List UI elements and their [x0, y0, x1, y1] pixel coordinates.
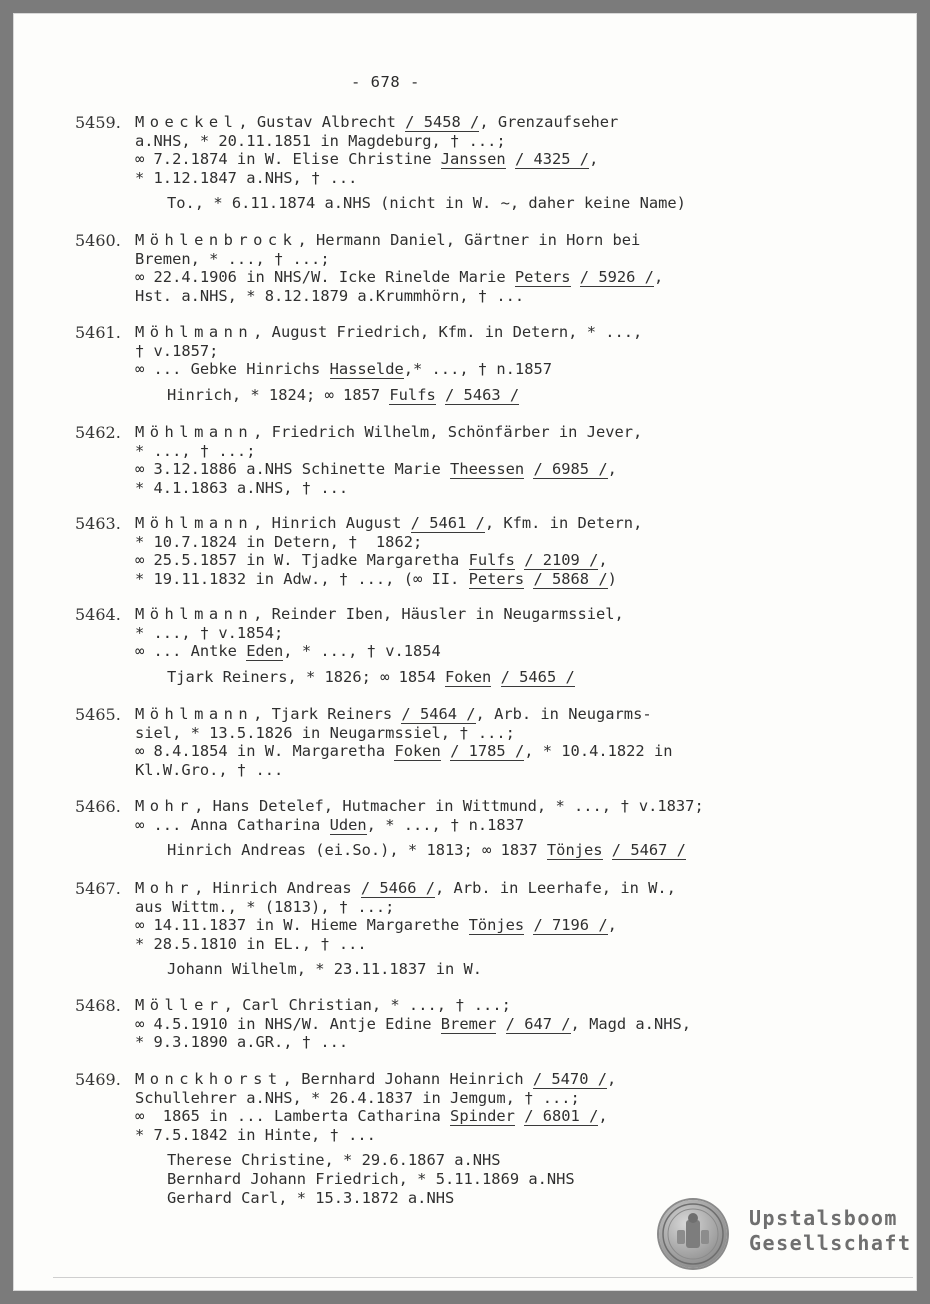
entry-number: 5466. — [75, 797, 121, 816]
cross-reference: / 6801 / — [524, 1107, 599, 1126]
surname: Möhlmann — [135, 705, 254, 723]
cross-reference: / 5461 / — [410, 514, 485, 532]
entry-line: * 7.5.1842 in Hinte, † ... — [135, 1125, 376, 1144]
entry-line: a.NHS, * 20.11.1851 in Magdeburg, † ...; — [135, 131, 506, 150]
entry-line — [135, 605, 624, 624]
cross-reference: / 5465 / — [500, 667, 575, 686]
entry-line — [135, 1107, 616, 1126]
document-page — [13, 13, 917, 1291]
text: ∞ 14.11.1837 in W. Hieme Margarethe — [135, 916, 469, 935]
text: ) — [607, 569, 617, 588]
text: ∞ 4.5.1910 in NHS/W. Antje Edine — [135, 1014, 441, 1033]
text: Hinrich, * 1824; ∞ 1857 — [167, 385, 390, 404]
entry-number: 5469. — [75, 1070, 121, 1089]
text: , Reinder Iben, Häusler in Neugarmssiel, — [253, 605, 624, 623]
entry-line — [135, 423, 642, 442]
entry-line: * 9.3.1890 a.GR., † ... — [135, 1033, 349, 1052]
bottom-rule — [53, 1277, 913, 1278]
spouse-surname: Hasselde — [329, 360, 404, 379]
seal-icon — [659, 1200, 727, 1268]
entry-number: 5465. — [75, 705, 121, 724]
child-spouse-surname: Fulfs — [389, 385, 436, 404]
text: , Grenzaufseher — [479, 113, 619, 131]
text: , Arb. in Leerhafe, in W., — [435, 879, 676, 897]
spouse-surname: Janssen — [440, 150, 506, 169]
logo-line-1: Upstalsboom — [749, 1206, 898, 1230]
text: , — [589, 150, 599, 169]
entry-number: 5468. — [75, 996, 121, 1015]
text: , — [607, 1070, 617, 1088]
entry-line — [135, 642, 624, 661]
entry-line: * ..., † ...; — [135, 441, 256, 460]
entry-line — [135, 705, 672, 724]
entry-line — [135, 150, 686, 169]
entry-number: 5467. — [75, 879, 121, 898]
entry-line: Kl.W.Gro., † ... — [135, 760, 284, 779]
cross-reference: / 5470 / — [532, 1070, 607, 1088]
entry-line — [135, 742, 672, 761]
entry-line — [135, 113, 686, 132]
entry-line — [135, 570, 642, 589]
text: , Hinrich August — [253, 514, 411, 532]
entry-line — [135, 816, 704, 835]
text: ∞ 25.5.1857 in W. Tjadke Margaretha — [135, 551, 469, 570]
child-line: Gerhard Carl, * 15.3.1872 a.NHS — [167, 1188, 455, 1207]
surname: Möller — [135, 996, 224, 1014]
logo-line-2: Gesellschaft — [749, 1231, 912, 1255]
entry-number: 5462. — [75, 423, 121, 442]
child-line: To., * 6.11.1874 a.NHS (nicht in W. ~, daher keine Name) — [167, 194, 686, 213]
text: , Kfm. in Detern, — [484, 514, 643, 532]
entry-line: aus Wittm., * (1813), † ...; — [135, 897, 395, 916]
child-line — [135, 841, 704, 860]
cross-reference: / 647 / — [505, 1014, 571, 1033]
child-spouse-surname: Foken — [444, 667, 492, 686]
second-spouse-surname: Peters — [468, 569, 525, 588]
text: , * ..., † v.1854 — [283, 642, 441, 661]
child-line: Bernhard Johann Friedrich, * 5.11.1869 a.NHS — [167, 1169, 575, 1188]
entry-line — [135, 360, 642, 379]
surname: Möhlmann — [135, 514, 254, 532]
spouse-surname: Foken — [394, 742, 441, 761]
text: , Arb. in Neugarms- — [475, 705, 652, 723]
spouse-surname: Tönjes — [468, 916, 525, 935]
cross-reference: / 5868 / — [533, 569, 608, 588]
spouse-surname: Fulfs — [468, 551, 515, 570]
text: , Bernhard Johann Heinrich — [282, 1070, 533, 1088]
surname: Mohr — [135, 879, 195, 897]
surname: Mohr — [135, 797, 195, 815]
spouse-surname: Eden — [246, 642, 284, 661]
page-number: - 678 - — [351, 73, 420, 91]
text: ∞ 8.4.1854 in W. Margaretha — [135, 742, 395, 761]
spouse-surname: Spinder — [450, 1107, 515, 1126]
spouse-surname: Peters — [514, 268, 571, 287]
entry-line: Hst. a.NHS, * 8.12.1879 a.Krummhörn, † ... — [135, 286, 525, 305]
child-line — [135, 668, 624, 687]
text: , — [607, 460, 617, 479]
entry-line: * 28.5.1810 in EL., † ... — [135, 934, 367, 953]
text: , — [598, 1107, 608, 1126]
cross-reference: / 5464 / — [401, 705, 476, 723]
text: , Friedrich Wilhelm, Schönfärber in Jever, — [253, 423, 643, 441]
text: ∞ ... Anna Catharina — [135, 815, 330, 834]
entry-number: 5459. — [75, 113, 121, 132]
society-logo — [659, 1200, 912, 1270]
entry-line — [135, 268, 663, 287]
entry-line: siel, * 13.5.1826 in Neugarmssiel, † ...; — [135, 723, 515, 742]
text: ∞ ... Gebke Hinrichs — [135, 360, 330, 379]
text: , — [598, 551, 608, 570]
child-line — [135, 386, 642, 405]
text: ,* ..., † n.1857 — [403, 360, 552, 379]
entry-line: * 1.12.1847 a.NHS, † ... — [135, 168, 358, 187]
spouse-surname: Uden — [329, 815, 367, 834]
text: Hinrich Andreas (ei.So.), * 1813; ∞ 1837 — [167, 841, 547, 860]
entry-line — [135, 460, 642, 479]
entry-number: 5463. — [75, 514, 121, 533]
text: , Hermann Daniel, Gärtner in Horn bei — [297, 231, 641, 249]
spouse-surname: Theessen — [450, 460, 525, 479]
entry-number: 5464. — [75, 605, 121, 624]
entry-line: Schullehrer a.NHS, * 26.4.1837 in Jemgum, † ...; — [135, 1088, 580, 1107]
entry-line: † v.1857; — [135, 341, 219, 360]
cross-reference: / 5467 / — [611, 841, 686, 860]
entry-number: 5461. — [75, 323, 121, 342]
cross-reference: / 5926 / — [579, 268, 654, 287]
text: , — [607, 916, 617, 935]
entry-line — [135, 514, 642, 533]
logo-text — [749, 1206, 912, 1256]
entry-line — [135, 879, 676, 898]
text: , Hinrich Andreas — [194, 879, 361, 897]
text: , — [653, 268, 664, 287]
surname: Möhlmann — [135, 423, 254, 441]
entry-line — [135, 916, 676, 935]
text: ∞ ... Antke — [135, 642, 247, 661]
surname: Möhlmann — [135, 323, 254, 341]
entry-line: * ..., † v.1854; — [135, 623, 284, 642]
entry-line — [135, 1015, 691, 1034]
spouse-surname: Bremer — [440, 1014, 497, 1033]
text: * 19.11.1832 in Adw., † ..., (∞ II. — [135, 569, 469, 588]
text: , Gustav Albrecht — [238, 113, 406, 131]
cross-reference: / 5463 / — [445, 385, 520, 404]
text: , Magd a.NHS, — [570, 1014, 692, 1033]
text: , August Friedrich, Kfm. in Detern, * ..., — [253, 323, 643, 341]
text: ∞ 1865 in ... Lamberta Catharina — [135, 1107, 451, 1126]
surname: Möhlenbrock — [135, 231, 298, 249]
entry-line — [135, 323, 642, 342]
entry-line — [135, 231, 663, 250]
text: Tjark Reiners, * 1826; ∞ 1854 — [167, 667, 445, 686]
cross-reference: / 5466 / — [360, 879, 436, 897]
entry-line: * 4.1.1863 a.NHS, † ... — [135, 478, 349, 497]
text: , Tjark Reiners — [253, 705, 402, 723]
surname: Monckhorst — [135, 1070, 283, 1088]
text: , Hans Detelef, Hutmacher in Wittmund, * ..., † v.1837; — [194, 797, 704, 815]
cross-reference: / 5458 / — [405, 113, 480, 131]
cross-reference: / 6985 / — [533, 460, 608, 479]
text: ∞ 7.2.1874 in W. Elise Christine — [135, 150, 441, 169]
text: , * ..., † n.1837 — [366, 815, 525, 834]
child-line: Therese Christine, * 29.6.1867 a.NHS — [167, 1151, 501, 1170]
text: , Carl Christian, * ..., † ...; — [223, 996, 511, 1014]
entry-line: * 10.7.1824 in Detern, † 1862; — [135, 532, 423, 551]
entry-line — [135, 996, 691, 1015]
cross-reference: / 1785 / — [450, 742, 525, 761]
surname: Möhlmann — [135, 605, 254, 623]
cross-reference: / 7196 / — [533, 916, 608, 935]
text: ∞ 3.12.1886 a.NHS Schinette Marie — [135, 460, 451, 479]
child-line: Johann Wilhelm, * 23.11.1837 in W. — [167, 960, 483, 979]
cross-reference: / 4325 / — [514, 150, 590, 169]
entry-line — [135, 551, 642, 570]
cross-reference: / 2109 / — [524, 551, 599, 570]
surname: Moeckel — [135, 113, 239, 131]
entry-line — [135, 797, 704, 816]
entry-number: 5460. — [75, 231, 121, 250]
text: , * 10.4.1822 in — [524, 742, 673, 761]
child-spouse-surname: Tönjes — [546, 841, 603, 860]
text: ∞ 22.4.1906 in NHS/W. Icke Rinelde Marie — [135, 268, 515, 287]
entry-line — [135, 1070, 616, 1089]
entry-line: Bremen, * ..., † ...; — [135, 249, 330, 268]
